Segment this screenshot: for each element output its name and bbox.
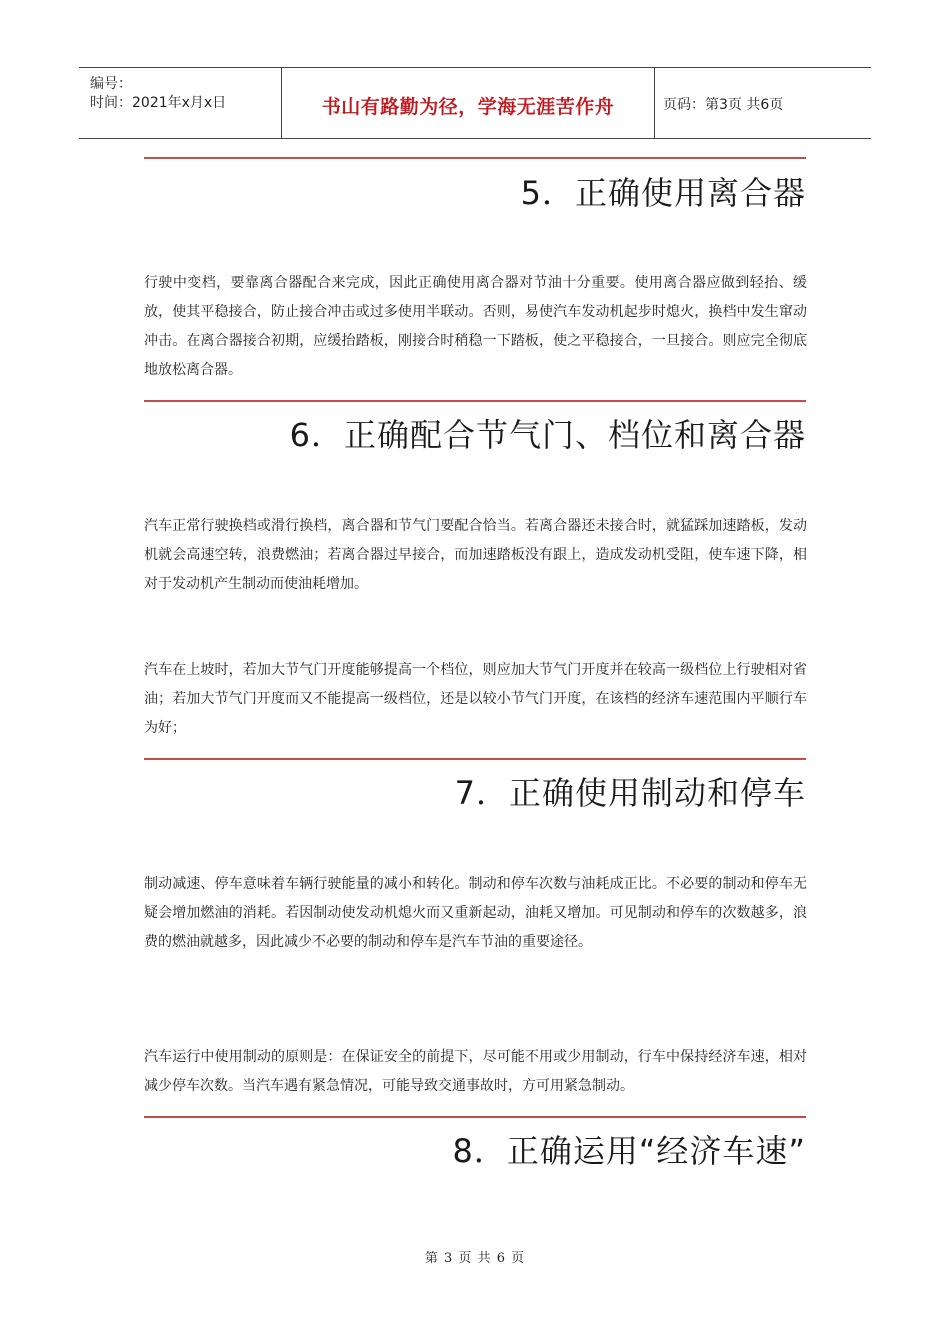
section-heading: 6．正确配合节气门、档位和离合器 bbox=[289, 416, 806, 454]
page-footer: 第 3 页 共 6 页 bbox=[424, 1251, 526, 1266]
section-paragraph: 行驶中变档，要靠离合器配合来完成，因此正确使用离合器对节油十分重要。使用离合器应做到轻抬、缓放，使其平稳接合，防止接合冲击或过多使用半联动。否则，易使汽车发动机起步时熄火，换档中发生窜动冲击。在离合器接合初期，应缓抬踏板，刚接合时稍稳一下踏板，使之平稳接合，一旦接合。则应完全彻底地放松离合器。 bbox=[144, 275, 807, 378]
section-divider bbox=[144, 400, 806, 402]
section-divider bbox=[144, 1116, 806, 1118]
header-page-cell bbox=[654, 68, 871, 138]
section-heading: 7．正确使用制动和停车 bbox=[454, 774, 806, 812]
document-header bbox=[79, 67, 871, 139]
section-paragraph: 汽车运行中使用制动的原则是：在保证安全的前提下，尽可能不用或少用制动，行车中保持经济车速，相对减少停车次数。当汽车遇有紧急情况，可能导致交通事故时，方可用紧急制动。 bbox=[144, 1049, 807, 1094]
header-motto: 书山有路勤为径，学海无涯苦作舟 bbox=[321, 96, 615, 118]
document-code-label: 编号： bbox=[90, 76, 132, 92]
header-motto-cell bbox=[281, 68, 655, 138]
section-paragraph: 汽车正常行驶换档或滑行换档，离合器和节气门要配合恰当。若离合器还未接合时，就猛踩加速踏板，发动机就会高速空转，浪费燃油；若离合器过早接合，而加速踏板没有跟上，造成发动机受阻，使车速下降，相对于发动机产生制动而使油耗增加。 bbox=[144, 518, 807, 592]
section-paragraph: 制动减速、停车意味着车辆行驶能量的减小和转化。制动和停车次数与油耗成正比。不必要的制动和停车无疑会增加燃油的消耗。若因制动使发动机熄火而又重新起动，油耗又增加。可见制动和停车的次数越多，浪费的燃油就越多，因此减少不必要的制动和停车是汽车节油的重要途径。 bbox=[144, 876, 807, 950]
section-heading: 8．正确运用“经济车速” bbox=[452, 1132, 806, 1170]
section-heading: 5．正确使用离合器 bbox=[520, 174, 806, 212]
header-page-number: 页码：第3页 共6页 bbox=[663, 97, 784, 113]
section-paragraph: 汽车在上坡时，若加大节气门开度能够提高一个档位，则应加大节气门开度并在较高一级档位上行驶相对省油；若加大节气门开度而又不能提高一级档位，还是以较小节气门开度，在该档的经济车速范围内平顺行车为好； bbox=[144, 662, 807, 736]
document-date-label: 时间：2021年x月x日 bbox=[90, 95, 227, 111]
header-meta-cell bbox=[79, 68, 281, 138]
section-divider bbox=[144, 758, 806, 760]
section-divider bbox=[144, 157, 806, 159]
